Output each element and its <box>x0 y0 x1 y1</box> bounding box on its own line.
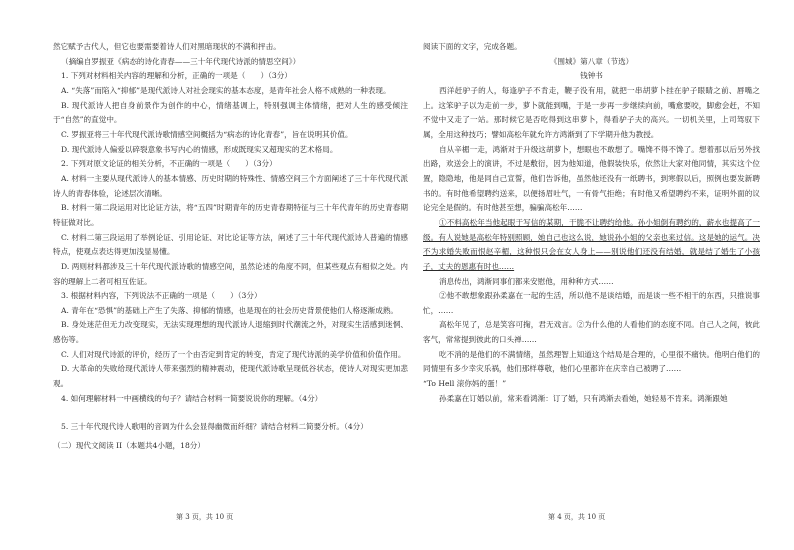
question-2: 2. 下列对原文论证的相关分析，不正确的一项是（ ）（3分） <box>61 159 277 169</box>
section-heading: （二）现代文阅读 II（本题共4小题，18分） <box>53 441 205 451</box>
question-3: 3. 根据材料内容，下列说法不正确的一项是（ ）（3分） <box>61 291 262 301</box>
source-citation: （摘编自罗振亚《病态的诗化青春——三十年代现代诗派的情思空间》） <box>61 56 301 66</box>
option-3c: C. 人们对现代诗派的评价，经历了一个由否定到肯定的转变，肯定了现代诗派的美学价值和价值作用。 <box>61 349 406 359</box>
paragraph: ②他不敢想象跟孙柔嘉在一起的生活，所以他不是谈结婚，而是谈一些不相干的东西，只推说事忙，…… <box>423 291 760 315</box>
excerpt-title: 《围城》第八章（节选） <box>549 56 634 66</box>
paragraph-underlined: ①不料高松年当他起眼于写信的某期，干脆不让聘约给他。孙小姐倒有聘约的，薪水也提高了一级。有人说她是高松年特别照顾，她自己也这么说，她说孙小姐的父亲也来过信。这是她的运气。决不为求婚失败而恨赵辛楣，这种恨只会在女人身上——别说他们还没有结婚，就是结了婚生了小孩子，丈夫的恩惠有时也…… <box>423 217 760 271</box>
excerpt-author: 钱钟书 <box>580 71 603 81</box>
paragraph: 消息传出，鸿渐同事们都来安慰他，用种种方式…… <box>439 276 614 286</box>
option-3a: A. 青年在“恐惧”的基础上产生了失落、抑郁的情感，也是现在的社会历史背景使他们人格逐渐成熟。 <box>61 305 399 315</box>
quote-line: “To Hell 滚你妈的蛋！” <box>423 379 507 389</box>
question-5: 5. 三十年代现代诗人歌唱的音调为什么会显得幽微而纤细？请结合材料二简要分析。（4分） <box>61 422 368 432</box>
paragraph: 西洋赶驴子的人，每逢驴子不肯走，鞭子没有用，就把一串胡萝卜挂在驴子眼睛之前、唇嘴之上。这笨驴子以为走前一步，萝卜就能到嘴，于是一步再一步继续向前，嘴愈要咬，脚愈会赶，不知不觉中又走了一站。那时候它是否吃得到这串萝卜，得看驴子夫的高兴。一切机关里，上司驾驭下属，全用这种技巧；譬如高松年就允许方鸿渐到了下学期升他为教授。 <box>423 85 760 139</box>
option-2d: D. 两则材料都涉及三十年代现代派诗歌的情感空间，虽然论述的角度不同，但某些观点有相似之处。内容的理解上二者可相互佐证。 <box>53 261 408 286</box>
text-line: 然它赋予古代人，但它也要需要着诗人们对黑暗现状的不满和抨击。 <box>53 42 281 51</box>
question-1: 1. 下列对材料相关内容的理解和分析，正确的一项是（ ）（3分） <box>61 71 292 81</box>
option-3d: D. 大革命的失败给现代派诗人带来强烈的精神震动，使现代派诗歌呈现低谷状态，使诗人对现实更加悲观。 <box>53 364 408 389</box>
option-2c: C. 材料二第三段运用了举例论证、引用论证、对比论证等方法，阐述了三十年代现代派诗人普遍的情感特点，使观点表达得更加浅显易懂。 <box>53 232 408 257</box>
option-1c: C. 罗振亚将三十年代现代派诗歌情感空间概括为“病态的诗化青春”，旨在说明其价值。 <box>61 129 353 139</box>
paragraph: 吃不消的是他们的不满情绪，虽然理智上知道这个结局是合理的，心里很不痛快。他明白他们的同情里有多少幸灾乐祸，他们那样尊敬，他们心里都许在庆幸自己被聘了…… <box>423 349 760 374</box>
question-4: 4. 如何理解材料一中画横线的句子？请结合材料一简要说说你的理解。（4分） <box>61 393 323 403</box>
option-1d: D. 现代派诗人偏爱以碎裂意象书写内心的情感，形成既现实又超现实的艺术格局。 <box>61 144 338 154</box>
right-page-column <box>423 40 760 406</box>
page-number-footer: 第 3 页，共 10 页 <box>176 513 234 521</box>
page-number-footer: 第 4 页，共 10 页 <box>548 513 606 521</box>
left-page-column <box>53 40 408 454</box>
option-2a: A. 材料一主要从现代派诗人的基本情感、历史时期的特殊性、情感空间三个方面阐述了三十年代现代派诗人的青春体验，论述层次清晰。 <box>53 173 408 198</box>
option-1a: A. “失落”而陷入“抑郁”是现代派诗人对社会现实的基本态度，是青年社会人格不成熟的一种表现。 <box>61 85 391 95</box>
paragraph: 自从辛楣一走，鸿渐对于升级这胡萝卜，想眼也不敢想了。嘴馋不得不馋了。想着那以后另外找出路，欢送会上的演讲，不过是敷衍，因为他知道，他假装快乐，依然让大家对他同情，其实这个位置，隐隐地，他是同自己宣誓，他们告诉他，虽然他还没有一纸聘书，到寒假以后，照例也要发新聘书的。有时他希望聘约送来，以便扬眉吐气，一有骨气拒绝；有时他又希望聘约不来，证明外面的议论完全是假的。有时他甚至想，骗骗高松年…… <box>423 144 760 213</box>
paragraph: 高松年见了，总是笑容可掬，君无戏言。②为什么他的人看他们的态度不同。自己人之间，彼此客气，常常提到彼此的口头禅…… <box>423 320 760 345</box>
option-1b: B. 现代派诗人把自身前景作为创作的中心，情绪基调上，特别强调主体情绪，把对人生的感受倾注于“自然”的直觉中。 <box>53 100 408 125</box>
instruction-line: 阅读下面的文字，完成各题。 <box>423 42 522 51</box>
option-2b: B. 材料一第二段运用对比论证方法，将“五四”时期青年的历史青春期特征与三十年代青年的历史青春期特征做对比。 <box>53 203 408 227</box>
option-3b: B. 身处迷茫但无力改变现实，无法实现理想的现代派诗人退缩到时代潮流之外，对现实生活感到迷惘、感伤等。 <box>53 320 408 345</box>
paragraph: 孙柔嘉在订婚以前，常来看鸿渐：订了婚，只有鸿渐去看她，她轻易不肯来。鸿渐跟她 <box>439 393 728 403</box>
